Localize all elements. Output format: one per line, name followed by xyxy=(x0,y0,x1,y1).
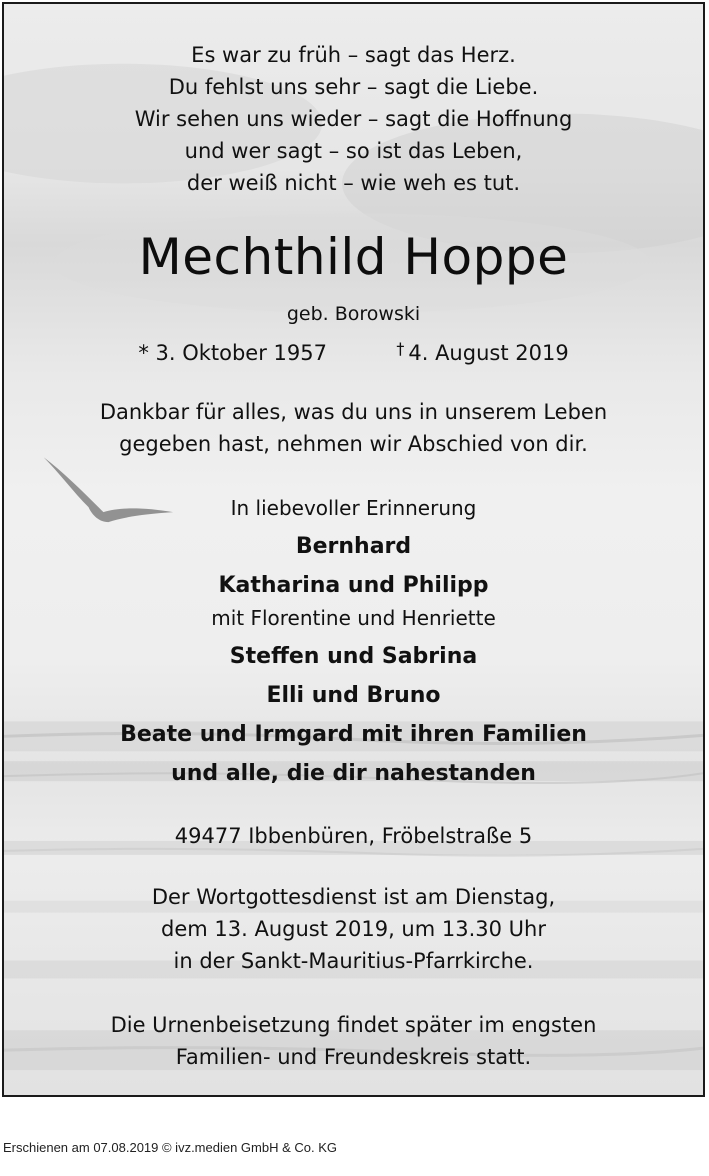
mourner-name: Elli und Bruno xyxy=(266,683,441,708)
mourner-name: Steffen und Sabrina xyxy=(229,644,478,669)
obituary-card xyxy=(2,2,705,1097)
service-line: in der Sankt-Mauritius-Pfarrkirche. xyxy=(173,949,534,973)
service-line: dem 13. August 2019, um 13.30 Uhr xyxy=(161,917,546,941)
poem-line: Du fehlst uns sehr – sagt die Liebe. xyxy=(168,75,539,99)
poem-line: und wer sagt – so ist das Leben, xyxy=(184,139,523,163)
poem-line: Es war zu früh – sagt das Herz. xyxy=(191,43,516,67)
address: 49477 Ibbenbüren, Fröbelstraße 5 xyxy=(174,824,533,848)
death-date: 4. August 2019 xyxy=(408,341,569,365)
mourner-name: und alle, die dir nahestanden xyxy=(171,761,536,786)
life-dates xyxy=(4,339,703,365)
memory-intro: In liebevoller Erinnerung xyxy=(230,496,477,520)
deceased-name: Mechthild Hoppe xyxy=(138,228,569,286)
mourner-name: Beate und Irmgard mit ihren Familien xyxy=(120,722,587,747)
gratitude-line: gegeben hast, nehmen wir Abschied von dir. xyxy=(119,432,588,456)
poem-line: Wir sehen uns wieder – sagt die Hoffnung xyxy=(134,107,573,131)
birth-name: geb. Borowski xyxy=(286,303,421,325)
burial-line: Die Urnenbeisetzung findet später im engsten xyxy=(110,1013,597,1037)
publication-footer: Erschienen am 07.08.2019 © ivz.medien GmbH & Co. KG xyxy=(3,1140,338,1155)
mourner-name: Katharina und Philipp xyxy=(218,573,489,598)
mourner-name: Bernhard xyxy=(295,534,412,559)
burial-line: Familien- und Freundeskreis statt. xyxy=(175,1045,532,1069)
birth-date: * 3. Oktober 1957 xyxy=(138,341,327,365)
cross-icon: † xyxy=(396,339,405,358)
gratitude-line: Dankbar für alles, was du uns in unserem Leben xyxy=(99,400,608,424)
service-line: Der Wortgottesdienst ist am Dienstag, xyxy=(151,885,556,909)
poem-line: der weiß nicht – wie weh es tut. xyxy=(186,171,521,195)
mourner-note: mit Florentine und Henriette xyxy=(211,606,496,630)
